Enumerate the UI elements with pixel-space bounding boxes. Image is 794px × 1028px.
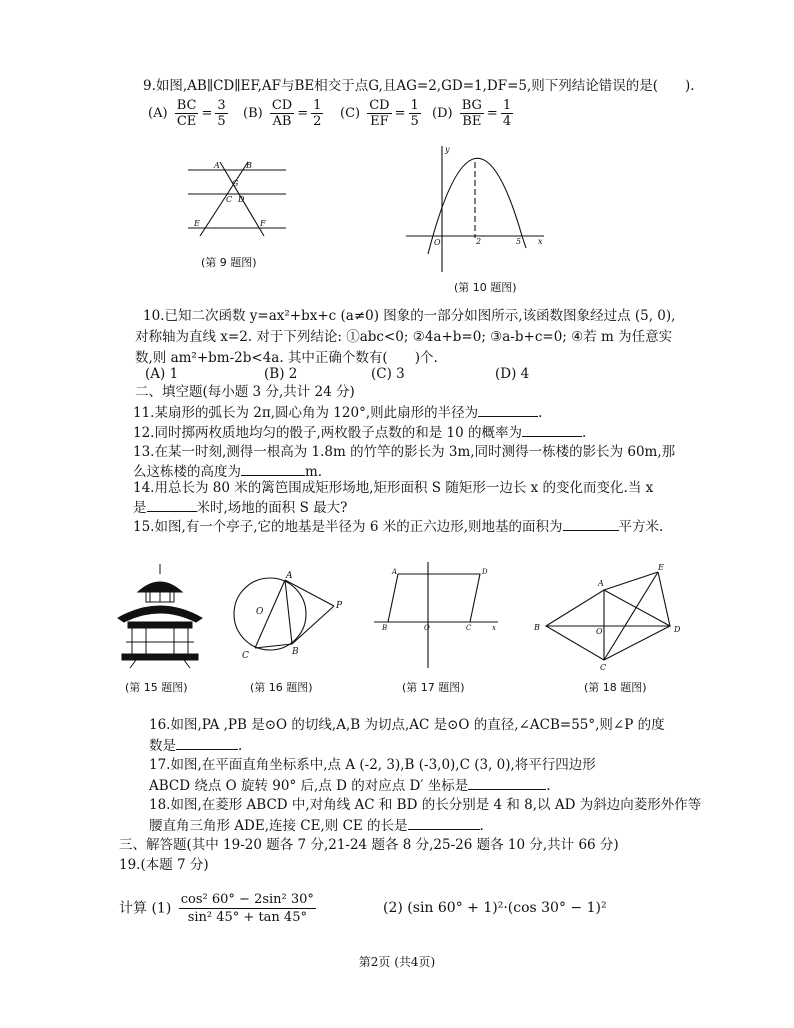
- q16-caption: (第 16 题图): [250, 681, 313, 694]
- fraction: $\frac{\text{cos² 60° − 2sin² 30°}}{\text{sin² 45° + tan 45°}}$: [180, 892, 314, 925]
- svg-text:E: E: [658, 563, 664, 572]
- svg-text:B: B: [382, 624, 388, 632]
- svg-text:B: B: [534, 623, 540, 632]
- fraction: $\frac{CD}{AB}$: [271, 98, 293, 129]
- q14-line-2: 是 米时,场地的面积 S 最大?: [133, 497, 347, 518]
- answer-blank: [241, 461, 305, 476]
- q9-option-a: (A) $\frac{BC}{CE}$ = $\frac{3}{5}$: [148, 98, 226, 129]
- svg-text:5: 5: [516, 237, 522, 246]
- q17-line-1: 17.如图,在平面直角坐标系中,点 A (-2, 3),B (-3,0),C (3, 0),将平行四边形: [149, 757, 596, 773]
- q10-figure: [398, 142, 548, 277]
- q15-figure-pavilion: [112, 562, 208, 670]
- q9-option-b: (B) $\frac{CD}{AB}$ = $\frac{1}{2}$: [243, 98, 322, 129]
- answer-blank: [522, 422, 582, 437]
- svg-text:O: O: [434, 238, 441, 247]
- answer-blank: [408, 815, 480, 830]
- q18-figure: [528, 560, 688, 672]
- q15: 15.如图,有一个亭子,它的地基是半径为 6 米的正六边形,则地基的面积为 平方米.: [133, 516, 663, 537]
- answer-blank: [147, 497, 197, 512]
- answer-blank: [478, 402, 538, 417]
- svg-text:D: D: [238, 195, 245, 204]
- svg-text:A: A: [214, 161, 220, 170]
- svg-text:O: O: [424, 624, 430, 632]
- svg-text:B: B: [246, 161, 252, 170]
- section-2-title: 二、填空题(每小题 3 分,共计 24 分): [135, 384, 355, 400]
- answer-blank: [176, 735, 238, 750]
- svg-text:2: 2: [476, 237, 482, 246]
- q13-line-2: 么这栋楼的高度为 m.: [133, 461, 322, 482]
- svg-text:A: A: [392, 568, 398, 576]
- q16-line-2: 数是 .: [149, 735, 242, 756]
- svg-text:E: E: [194, 219, 200, 228]
- svg-text:O: O: [256, 607, 264, 617]
- svg-text:F: F: [260, 219, 266, 228]
- q13-line-1: 13.在某一时刻,测得一根高为 1.8m 的竹竿的影长为 3m,同时测得一栋楼的影长为 60m,那: [133, 444, 676, 460]
- fraction: $\frac{BG}{BE}$: [461, 98, 482, 129]
- fraction: $\frac{CD}{EF}$: [369, 98, 390, 129]
- q16-figure: [228, 566, 354, 662]
- q19-part-2: (2) (sin 60° + 1)²·(cos 30° − 1)²: [383, 900, 607, 916]
- svg-text:C: C: [600, 663, 607, 672]
- q17-caption: (第 17 题图): [402, 681, 465, 694]
- q10-line-2: 对称轴为直线 x=2. 对于下列结论: ①abc<0; ②4a+b=0; ③a-b+c=0; ④若 m 为任意实: [135, 329, 673, 345]
- q10-line-1: 10.已知二次函数 y=ax²+bx+c (a≠0) 图象的一部分如图所示,该函数图象经过点 (5, 0),: [143, 308, 676, 324]
- q10-option-b: (B) 2: [264, 366, 298, 382]
- svg-text:y: y: [445, 145, 450, 154]
- q10-line-3: 数,则 am²+bm-2b<4a. 其中正确个数有( )个.: [135, 350, 438, 366]
- q10-option-d: (D) 4: [495, 366, 530, 382]
- q9-option-c: (C) $\frac{CD}{EF}$ = $\frac{1}{5}$: [340, 98, 419, 129]
- q17-line-2: ABCD 绕点 O 旋转 90° 后,点 D 的对应点 D′ 坐标是 .: [149, 775, 551, 796]
- q10-caption: (第 10 题图): [454, 281, 517, 294]
- q19-title: 19.(本题 7 分): [119, 857, 209, 873]
- svg-text:C: C: [466, 624, 472, 632]
- q10-option-a: (A) 1: [145, 366, 179, 382]
- q11: 11.某扇形的弧长为 2π,圆心角为 120°,则此扇形的半径为 .: [133, 402, 542, 423]
- answer-blank: [563, 516, 619, 531]
- q9-caption: (第 9 题图): [201, 256, 257, 269]
- svg-text:B: B: [292, 647, 299, 657]
- q9-option-d: (D) $\frac{BG}{BE}$ = $\frac{1}{4}$: [432, 98, 512, 129]
- svg-text:O: O: [596, 627, 603, 636]
- svg-text:x: x: [538, 237, 543, 246]
- q17-figure: [370, 560, 500, 672]
- q12: 12.同时掷两枚质地均匀的骰子,两枚骰子点数的和是 10 的概率为 .: [133, 422, 586, 443]
- q10-option-c: (C) 3: [371, 366, 405, 382]
- q16-line-1: 16.如图,PA ,PB 是⊙O 的切线,A,B 为切点,AC 是⊙O 的直径,∠ACB=55°,则∠P 的度: [149, 717, 665, 733]
- q18-caption: (第 18 题图): [584, 681, 647, 694]
- answer-blank: [468, 775, 546, 790]
- q9-stem: 9.如图,AB∥CD∥EF,AF与BE相交于点G,且AG=2,GD=1,DF=5,则下列结论错误的是( ).: [143, 78, 695, 94]
- svg-text:x: x: [492, 624, 496, 632]
- svg-text:G: G: [232, 179, 239, 188]
- fraction: $\frac{BC}{CE}$: [176, 98, 197, 129]
- svg-text:C: C: [242, 651, 249, 661]
- q18-line-2: 腰直角三角形 ADE,连接 CE,则 CE 的长是 .: [149, 815, 484, 836]
- svg-text:D: D: [482, 568, 488, 576]
- svg-text:P: P: [336, 601, 343, 611]
- q15-caption: (第 15 题图): [125, 681, 188, 694]
- page-footer: 第2页 (共4页): [358, 955, 436, 969]
- q14-line-1: 14.用总长为 80 米的篱笆围成矩形场地,矩形面积 S 随矩形一边长 x 的变化而变化.当 x: [133, 480, 654, 496]
- svg-text:D: D: [674, 625, 681, 634]
- q9-figure: [180, 158, 290, 240]
- svg-text:A: A: [598, 579, 604, 588]
- svg-text:C: C: [226, 195, 233, 204]
- q18-line-1: 18.如图,在菱形 ABCD 中,对角线 AC 和 BD 的长分别是 4 和 8,以 AD 为斜边向菱形外作等: [149, 797, 702, 813]
- section-3-title: 三、解答题(其中 19-20 题各 7 分,21-24 题各 8 分,25-26 题各 10 分,共计 66 分): [119, 837, 619, 853]
- q19-part-1: 计算 (1) $\frac{\text{cos² 60° − 2sin² 30°}}{\text{sin² 45° + tan 45°}}$: [119, 892, 314, 925]
- svg-text:A: A: [286, 571, 293, 581]
